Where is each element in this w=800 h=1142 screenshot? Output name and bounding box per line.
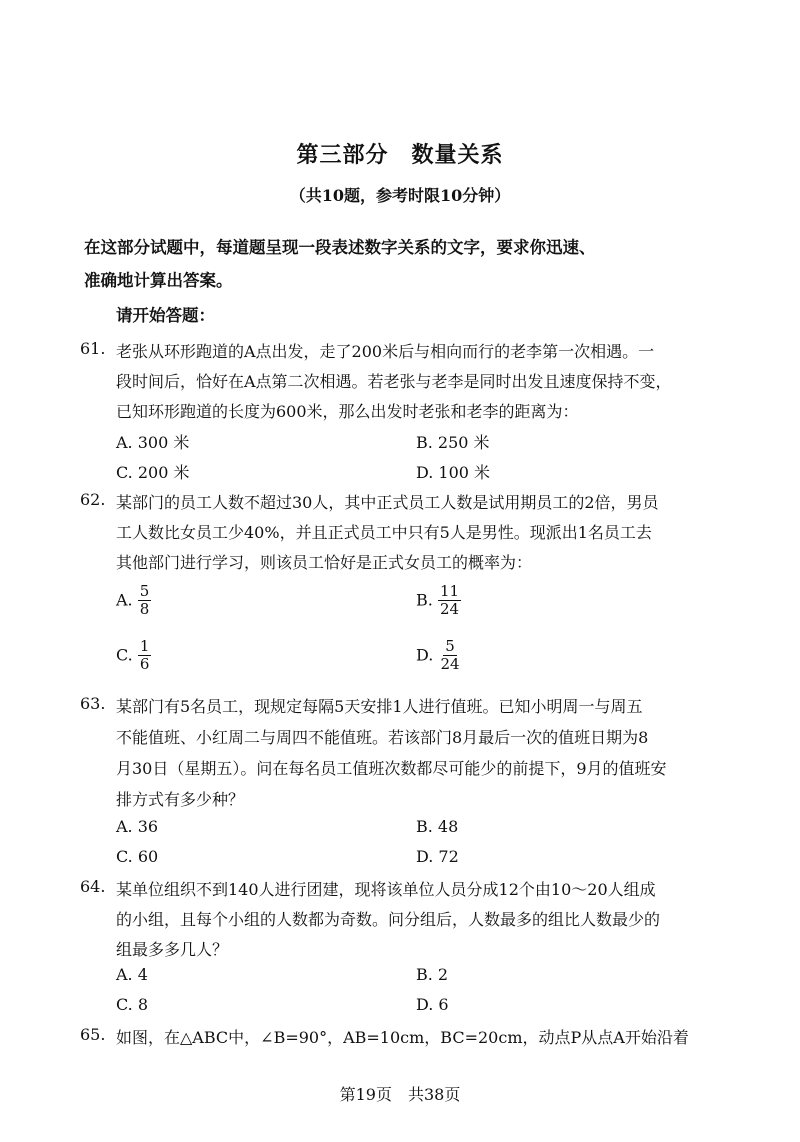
instruction-line-1: 在这部分试题中，每道题呈现一段表述数字关系的文字，要求你迅速、 (84, 238, 596, 257)
question-text-line: 的小组，且每个小组的人数都为奇数。问分组后，人数最多的组比人数最少的 (116, 910, 661, 929)
option-b[interactable]: B. 2 (416, 965, 449, 984)
question-text-line: 组最多多几人？ (116, 940, 229, 959)
instruction-line-2: 准确地计算出答案。 (84, 271, 233, 290)
fraction (138, 638, 152, 674)
fraction-denominator: 24 (439, 600, 460, 619)
question-text-line: 月30日（星期五）。问在每名员工值班次数都尽可能少的前提下，9月的值班安 (116, 759, 667, 778)
fraction-numerator: 5 (139, 582, 150, 600)
question-text-line: 段时间后，恰好在A点第二次相遇。若老张与老李是同时出发且速度保持不变， (116, 372, 672, 391)
question-number: 63. (80, 694, 106, 713)
question-text-line: 其他部门进行学习，则该员工恰好是正式女员工的概率为： (116, 553, 533, 572)
option-label: B. (416, 590, 433, 610)
fraction-numerator: 11 (439, 582, 460, 600)
start-prompt: 请开始答题： (116, 306, 215, 325)
question-number: 65. (80, 1025, 106, 1044)
option-a[interactable]: A. 36 (116, 817, 159, 836)
fraction-denominator: 8 (139, 600, 150, 619)
question-text-line: 工人数比女员工少40%，并且正式员工中只有5人是男性。现派出1名员工去 (116, 523, 652, 542)
fraction (438, 638, 461, 674)
question-text-line: 排方式有多少种？ (116, 790, 245, 809)
option-c[interactable]: C. 8 (116, 995, 149, 1014)
option-d[interactable]: D. 100 米 (416, 463, 491, 482)
fraction-numerator: 1 (139, 637, 150, 655)
section-title: 第三部分 数量关系 (296, 143, 504, 168)
question-number: 64. (80, 877, 106, 896)
fraction (438, 583, 461, 619)
option-c[interactable]: C. 60 (116, 847, 159, 866)
page-footer: 第19页 共38页 (339, 1085, 461, 1104)
question-text-line: 某部门的员工人数不超过30人，其中正式员工人数是试用期员工的2倍，男员 (116, 493, 659, 512)
option-b[interactable] (416, 583, 461, 619)
option-a[interactable]: A. 4 (116, 965, 148, 984)
question-text-line: 老张从环形跑道的A点出发，走了200米后与相向而行的老李第一次相遇。一 (116, 342, 655, 361)
option-b[interactable]: B. 250 米 (416, 433, 490, 452)
option-label: A. (116, 590, 133, 610)
option-d[interactable] (416, 638, 462, 674)
question-text-line: 不能值班、小红周二与周四不能值班。若该部门8月最后一次的值班日期为8 (116, 728, 649, 747)
question-number: 61. (80, 339, 106, 358)
option-b[interactable]: B. 48 (416, 817, 459, 836)
option-c[interactable] (116, 638, 151, 674)
fraction-denominator: 6 (139, 655, 150, 674)
fraction (138, 583, 152, 619)
option-a[interactable] (116, 583, 151, 619)
fraction-numerator: 5 (445, 637, 455, 655)
option-c[interactable]: C. 200 米 (116, 463, 190, 482)
option-label: C. (116, 645, 133, 665)
question-text-line: 已知环形跑道的长度为600米，那么出发时老张和老李的距离为： (116, 402, 579, 421)
option-d[interactable]: D. 72 (416, 847, 459, 866)
fraction-denominator: 24 (440, 655, 460, 674)
question-text-line: 某单位组织不到140人进行团建，现将该单位人员分成12个由10～20人组成 (116, 880, 656, 899)
option-a[interactable]: A. 300 米 (116, 433, 190, 452)
section-subtitle: （共10题，参考时限10分钟） (289, 186, 511, 205)
question-text-line: 如图，在△ABC中，∠B=90°，AB=10cm，BC=20cm，动点P从点A开始沿着 (116, 1028, 689, 1047)
question-number: 62. (80, 490, 106, 509)
option-label: D. (416, 645, 434, 665)
option-d[interactable]: D. 6 (416, 995, 449, 1014)
question-text-line: 某部门有5名员工，现规定每隔5天安排1人进行值班。已知小明周一与周五 (116, 697, 643, 716)
